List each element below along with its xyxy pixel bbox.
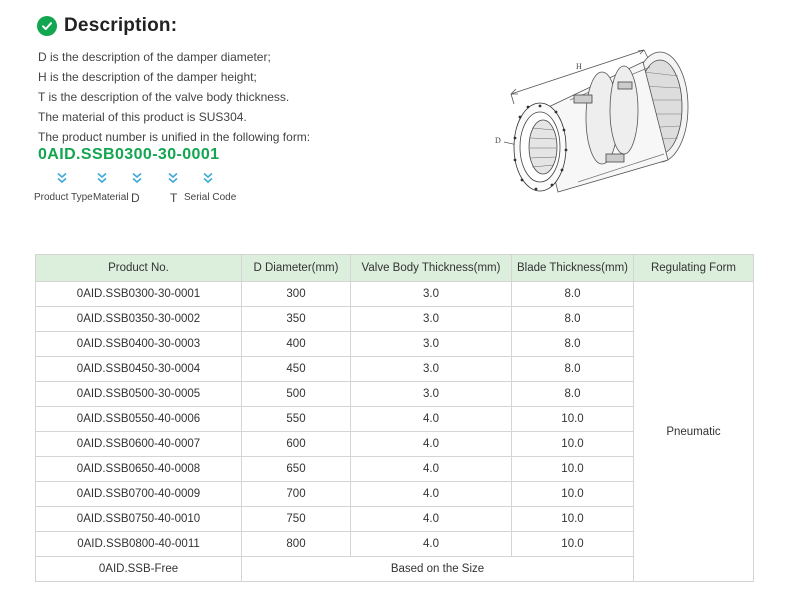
cell-product-no: 0AID.SSB0800-40-0011 <box>36 532 242 557</box>
cell-blade-thickness: 10.0 <box>512 457 634 482</box>
double-chevron-down-icon <box>201 172 215 184</box>
header-blade-thickness: Blade Thickness(mm) <box>512 255 634 282</box>
cell-product-no: 0AID.SSB0550-40-0006 <box>36 407 242 432</box>
cell-diameter: 600 <box>242 432 351 457</box>
cell-blade-thickness: 8.0 <box>512 357 634 382</box>
description-line: D is the description of the damper diameter; <box>38 50 271 64</box>
cell-blade-thickness: 10.0 <box>512 507 634 532</box>
cell-regulating-form: Pneumatic <box>634 282 754 582</box>
double-chevron-down-icon <box>166 172 180 184</box>
cell-blade-thickness: 10.0 <box>512 532 634 557</box>
cell-product-no: 0AID.SSB0750-40-0010 <box>36 507 242 532</box>
cell-blade-thickness: 10.0 <box>512 432 634 457</box>
cell-diameter: 500 <box>242 382 351 407</box>
cell-body-thickness: 3.0 <box>351 382 512 407</box>
code-label-t: T <box>170 191 178 205</box>
cell-body-thickness: 3.0 <box>351 307 512 332</box>
cell-blade-thickness: 8.0 <box>512 382 634 407</box>
code-label-d: D <box>131 191 140 205</box>
cell-diameter: 400 <box>242 332 351 357</box>
cell-diameter: 350 <box>242 307 351 332</box>
description-line: The product number is unified in the following form: <box>38 130 311 144</box>
description-text <box>38 47 310 147</box>
table-header-row <box>36 255 754 282</box>
cell-blade-thickness: 10.0 <box>512 407 634 432</box>
header-product-no: Product No. <box>36 255 242 282</box>
cell-product-no: 0AID.SSB0350-30-0002 <box>36 307 242 332</box>
cell-product-free: 0AID.SSB-Free <box>36 557 242 582</box>
cell-body-thickness: 3.0 <box>351 282 512 307</box>
cell-diameter: 550 <box>242 407 351 432</box>
cell-blade-thickness: 8.0 <box>512 332 634 357</box>
cell-product-no: 0AID.SSB0600-40-0007 <box>36 432 242 457</box>
cell-body-thickness: 4.0 <box>351 532 512 557</box>
code-label-material: Material <box>93 192 129 203</box>
cell-product-no: 0AID.SSB0500-30-0005 <box>36 382 242 407</box>
section-title: Description: <box>64 15 178 36</box>
cell-blade-thickness: 8.0 <box>512 282 634 307</box>
cell-body-thickness: 3.0 <box>351 357 512 382</box>
cell-diameter: 800 <box>242 532 351 557</box>
description-line: T is the description of the valve body thickness. <box>38 90 290 104</box>
cell-blade-thickness: 8.0 <box>512 307 634 332</box>
double-chevron-down-icon <box>55 172 69 184</box>
cell-diameter: 450 <box>242 357 351 382</box>
drawing-label-h: H <box>576 62 582 71</box>
code-label-product-type: Product Type <box>34 192 93 203</box>
header-valve-body-thickness: Valve Body Thickness(mm) <box>351 255 512 282</box>
cell-based-on-size: Based on the Size <box>242 557 634 582</box>
description-line: The material of this product is SUS304. <box>38 110 247 124</box>
cell-diameter: 300 <box>242 282 351 307</box>
header-d-diameter: D Diameter(mm) <box>242 255 351 282</box>
double-chevron-down-icon <box>95 172 109 184</box>
double-chevron-down-icon <box>130 172 144 184</box>
cell-body-thickness: 4.0 <box>351 482 512 507</box>
table-row <box>36 282 754 307</box>
cell-diameter: 700 <box>242 482 351 507</box>
cell-diameter: 750 <box>242 507 351 532</box>
code-label-serial-code: Serial Code <box>184 192 237 203</box>
product-code-example: 0AID.SSB0300-30-0001 <box>38 146 220 163</box>
cell-product-no: 0AID.SSB0450-30-0004 <box>36 357 242 382</box>
cell-diameter: 650 <box>242 457 351 482</box>
cell-body-thickness: 3.0 <box>351 332 512 357</box>
cell-blade-thickness: 10.0 <box>512 482 634 507</box>
cell-body-thickness: 4.0 <box>351 457 512 482</box>
specification-table <box>35 254 754 582</box>
cell-product-no: 0AID.SSB0650-40-0008 <box>36 457 242 482</box>
cell-body-thickness: 4.0 <box>351 507 512 532</box>
check-circle-icon <box>37 16 57 36</box>
drawing-label-d: D <box>495 136 501 145</box>
cell-body-thickness: 4.0 <box>351 432 512 457</box>
cell-body-thickness: 4.0 <box>351 407 512 432</box>
damper-drawing <box>478 42 694 202</box>
description-line: H is the description of the damper height; <box>38 70 257 84</box>
cell-product-no: 0AID.SSB0300-30-0001 <box>36 282 242 307</box>
cell-product-no: 0AID.SSB0400-30-0003 <box>36 332 242 357</box>
header-regulating-form: Regulating Form <box>634 255 754 282</box>
cell-product-no: 0AID.SSB0700-40-0009 <box>36 482 242 507</box>
section-heading <box>37 12 177 40</box>
